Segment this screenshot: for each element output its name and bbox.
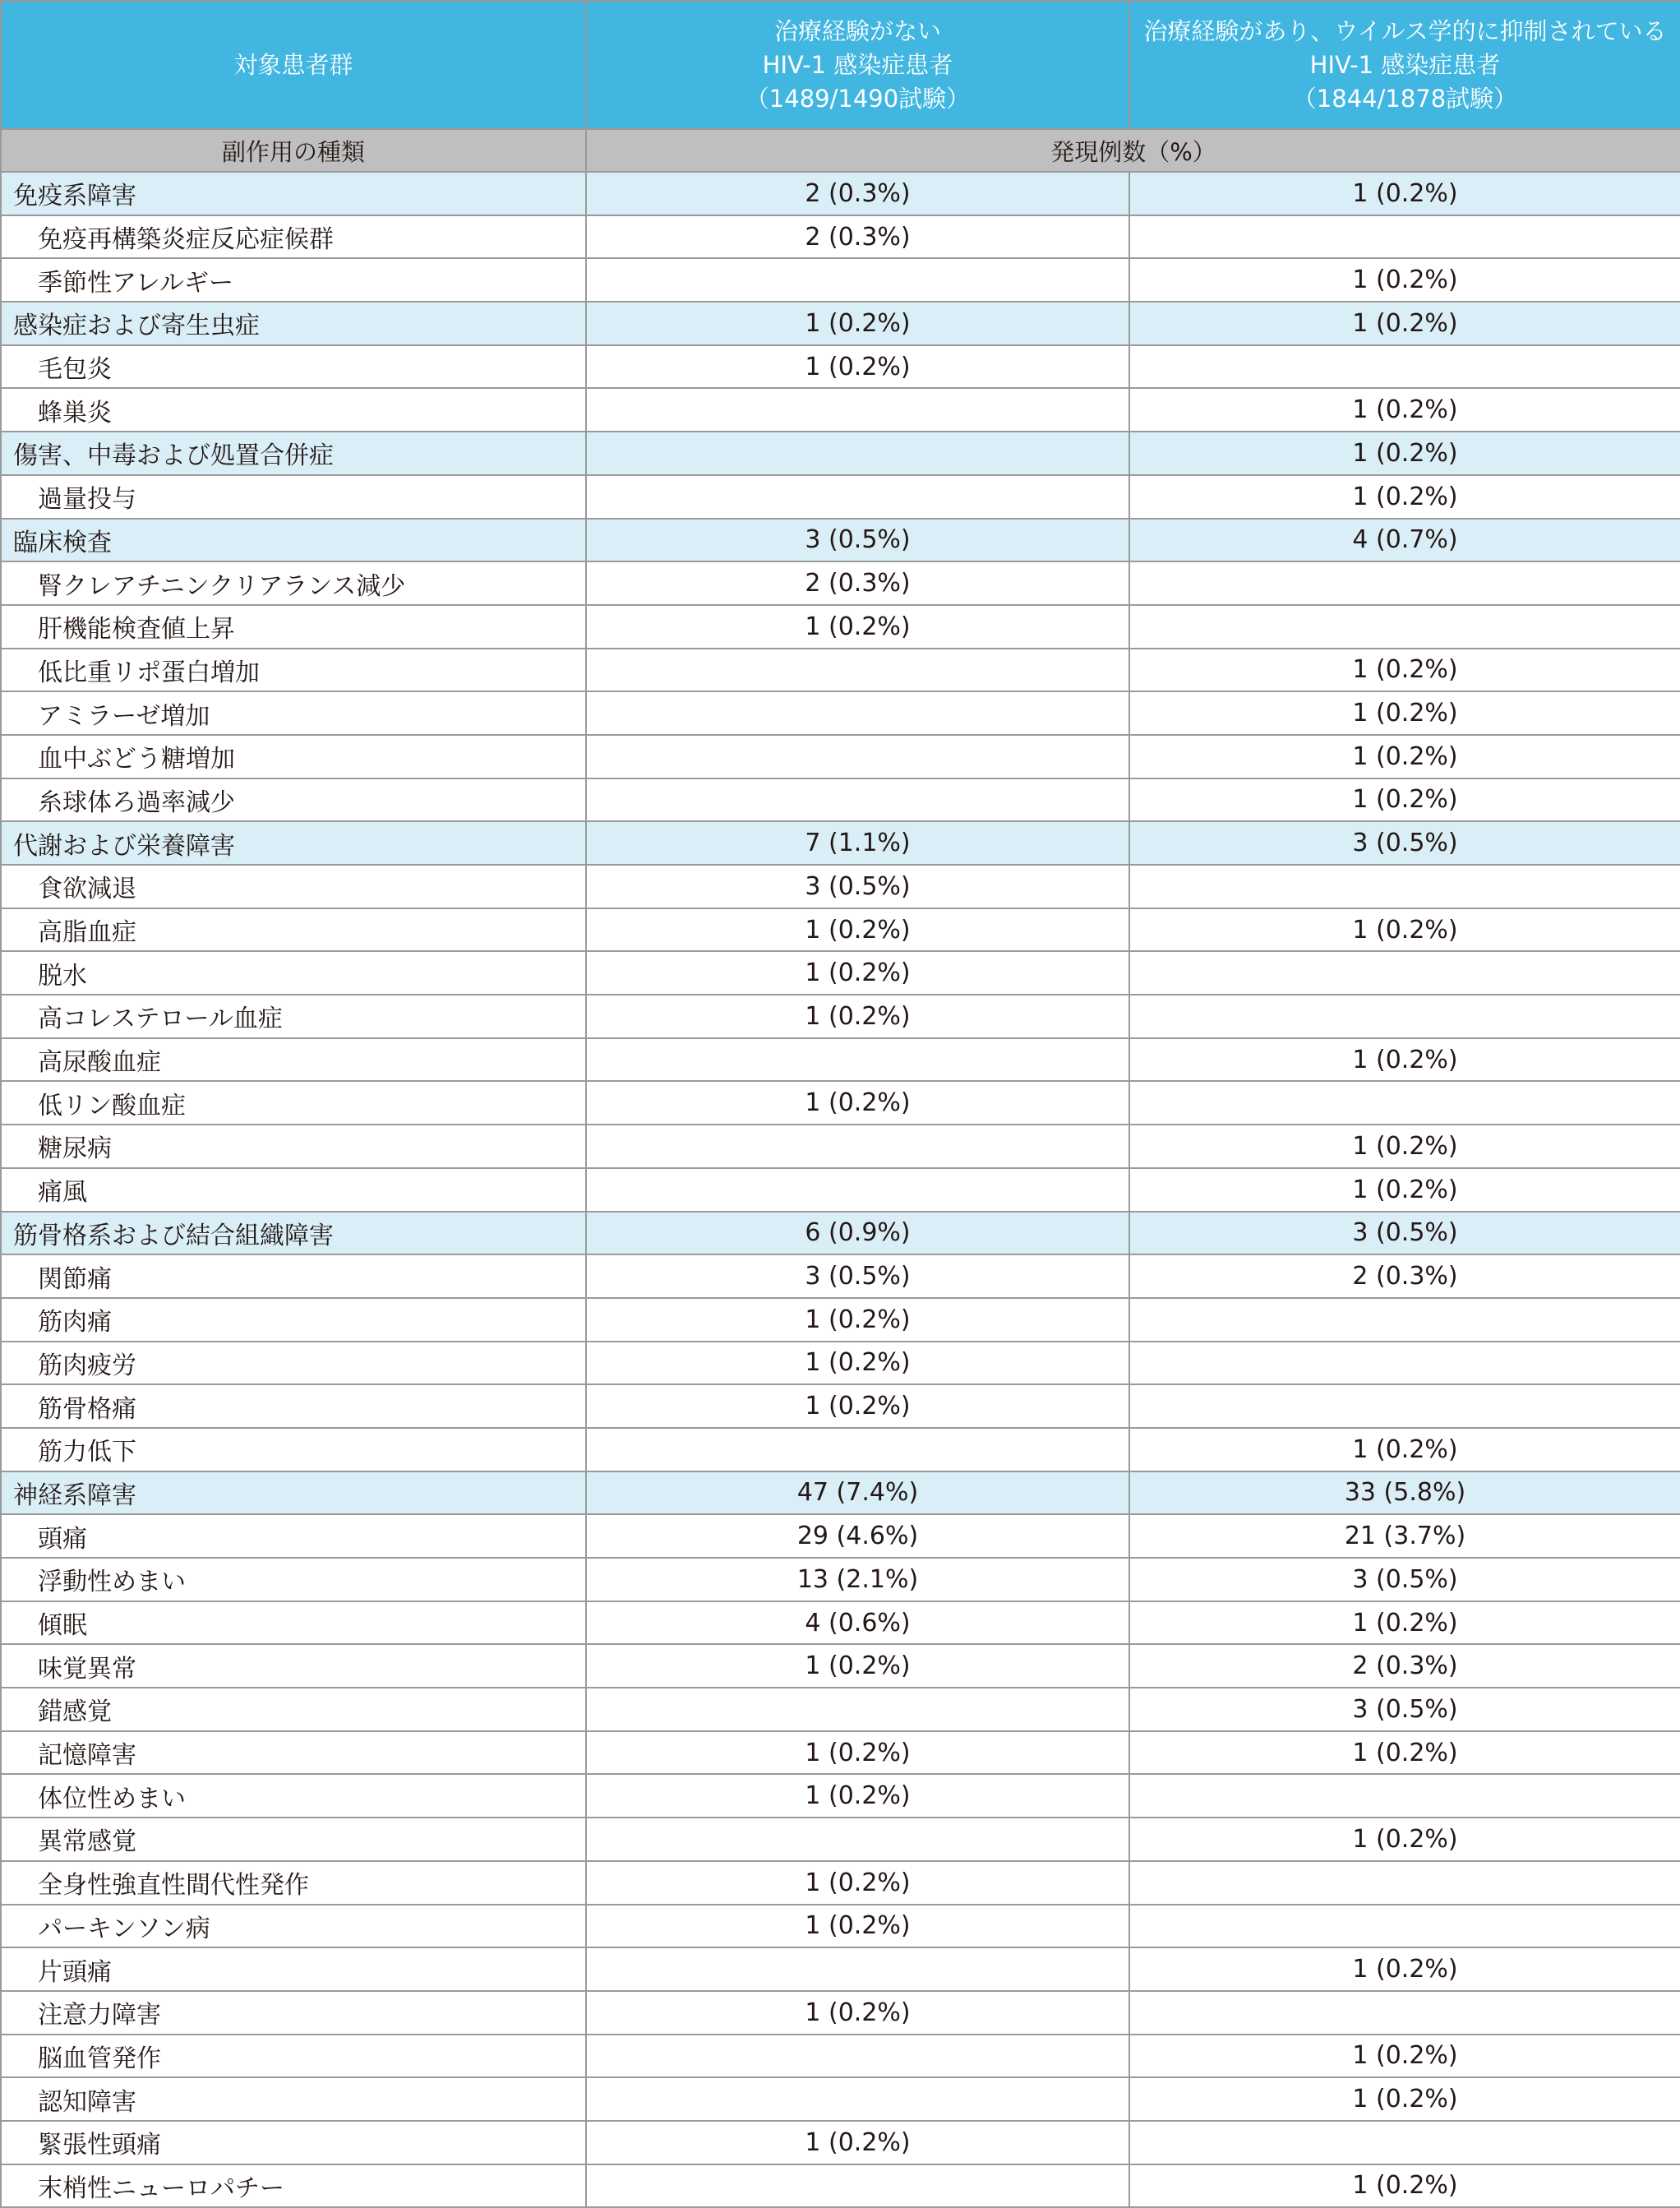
incidence-naive-cell: 1 (0.2%) [586, 995, 1129, 1038]
incidence-experienced-cell: 1 (0.2%) [1129, 172, 1680, 215]
table-row [1, 1428, 1680, 1471]
header-treatment-naive-line: 治療経験がない [773, 16, 941, 45]
table-body [1, 172, 1680, 2207]
incidence-naive-cell [586, 735, 1129, 778]
incidence-experienced-cell [1129, 865, 1680, 908]
incidence-experienced-cell: 1 (0.2%) [1129, 258, 1680, 302]
reaction-name-cell: 血中ぶどう糖増加 [1, 735, 586, 778]
incidence-naive-cell [586, 2164, 1129, 2208]
header-treatment-naive-line: HIV-1 感染症患者 [762, 50, 953, 79]
table-row [1, 1384, 1680, 1428]
table-row [1, 1991, 1680, 2035]
reaction-name-cell: 神経系障害 [1, 1471, 586, 1515]
incidence-naive-cell: 3 (0.5%) [586, 519, 1129, 562]
reaction-name-cell: 味覚異常 [1, 1644, 586, 1688]
reaction-name-cell: 腎クレアチニンクリアランス減少 [1, 561, 586, 605]
incidence-naive-cell [586, 1038, 1129, 1082]
incidence-experienced-cell: 1 (0.2%) [1129, 302, 1680, 345]
incidence-experienced-cell: 3 (0.5%) [1129, 1558, 1680, 1601]
reaction-name-cell: 頭痛 [1, 1514, 586, 1558]
category-row [1, 432, 1680, 475]
subheader-row [1, 129, 1680, 172]
table-row [1, 691, 1680, 735]
reaction-name-cell: 過量投与 [1, 475, 586, 519]
reaction-name-cell: 肝機能検査値上昇 [1, 605, 586, 649]
incidence-experienced-cell [1129, 1905, 1680, 1948]
incidence-experienced-cell [1129, 345, 1680, 389]
table-row [1, 1731, 1680, 1775]
reaction-name-cell: 末梢性ニューロパチー [1, 2164, 586, 2208]
reaction-name-cell: 臨床検査 [1, 519, 586, 562]
incidence-naive-cell: 1 (0.2%) [586, 302, 1129, 345]
reaction-name-cell: 片頭痛 [1, 1947, 586, 1991]
incidence-naive-cell [586, 2035, 1129, 2078]
table-row [1, 1038, 1680, 1082]
incidence-naive-cell: 4 (0.6%) [586, 1601, 1129, 1645]
incidence-experienced-cell [1129, 605, 1680, 649]
table-row [1, 1168, 1680, 1212]
incidence-experienced-cell: 1 (0.2%) [1129, 1125, 1680, 1168]
table-row [1, 995, 1680, 1038]
reaction-name-cell: 蜂巣炎 [1, 388, 586, 432]
incidence-naive-cell: 1 (0.2%) [586, 951, 1129, 995]
incidence-naive-cell: 1 (0.2%) [586, 1774, 1129, 1818]
incidence-naive-cell: 2 (0.3%) [586, 561, 1129, 605]
incidence-experienced-cell: 1 (0.2%) [1129, 388, 1680, 432]
incidence-naive-cell: 2 (0.3%) [586, 172, 1129, 215]
table-row [1, 1947, 1680, 1991]
reaction-name-cell: 傾眠 [1, 1601, 586, 1645]
table-row [1, 1254, 1680, 1298]
incidence-naive-cell: 2 (0.3%) [586, 215, 1129, 259]
table-row [1, 1081, 1680, 1125]
table-row [1, 1774, 1680, 1818]
category-row [1, 302, 1680, 345]
incidence-experienced-cell [1129, 215, 1680, 259]
table-row [1, 2164, 1680, 2208]
reaction-name-cell: 関節痛 [1, 1254, 586, 1298]
table-row [1, 649, 1680, 692]
incidence-naive-cell: 29 (4.6%) [586, 1514, 1129, 1558]
incidence-naive-cell [586, 258, 1129, 302]
incidence-experienced-cell: 1 (0.2%) [1129, 432, 1680, 475]
reaction-name-cell: 筋肉痛 [1, 1298, 586, 1342]
incidence-naive-cell [586, 388, 1129, 432]
reaction-name-cell: 記憶障害 [1, 1731, 586, 1775]
incidence-naive-cell: 13 (2.1%) [586, 1558, 1129, 1601]
incidence-experienced-cell [1129, 2121, 1680, 2164]
reaction-name-cell: 免疫再構築炎症反応症候群 [1, 215, 586, 259]
reaction-name-cell: 錯感覚 [1, 1688, 586, 1731]
incidence-experienced-cell: 1 (0.2%) [1129, 2035, 1680, 2078]
table-row [1, 561, 1680, 605]
reaction-name-cell: 脱水 [1, 951, 586, 995]
incidence-experienced-cell: 1 (0.2%) [1129, 2077, 1680, 2121]
header-treatment-naive [586, 1, 1129, 129]
incidence-experienced-cell: 1 (0.2%) [1129, 1168, 1680, 1212]
table-row [1, 1298, 1680, 1342]
incidence-naive-cell [586, 1125, 1129, 1168]
incidence-naive-cell: 1 (0.2%) [586, 2121, 1129, 2164]
incidence-naive-cell: 1 (0.2%) [586, 1905, 1129, 1948]
incidence-experienced-cell: 1 (0.2%) [1129, 778, 1680, 822]
reaction-name-cell: 高コレステロール血症 [1, 995, 586, 1038]
table-row [1, 865, 1680, 908]
incidence-experienced-cell: 1 (0.2%) [1129, 1731, 1680, 1775]
incidence-experienced-cell: 1 (0.2%) [1129, 2164, 1680, 2208]
incidence-experienced-cell [1129, 1081, 1680, 1125]
table-row [1, 2035, 1680, 2078]
reaction-name-cell: 傷害、中毒および処置合併症 [1, 432, 586, 475]
incidence-experienced-cell [1129, 1991, 1680, 2035]
reaction-name-cell: 浮動性めまい [1, 1558, 586, 1601]
incidence-naive-cell: 3 (0.5%) [586, 1254, 1129, 1298]
incidence-naive-cell [586, 432, 1129, 475]
incidence-experienced-cell: 4 (0.7%) [1129, 519, 1680, 562]
incidence-naive-cell: 1 (0.2%) [586, 1861, 1129, 1905]
table-row [1, 1125, 1680, 1168]
header-patient-group: 対象患者群 [1, 1, 586, 129]
incidence-naive-cell: 1 (0.2%) [586, 1081, 1129, 1125]
incidence-experienced-cell: 2 (0.3%) [1129, 1254, 1680, 1298]
table-row [1, 1905, 1680, 1948]
incidence-experienced-cell: 1 (0.2%) [1129, 691, 1680, 735]
incidence-naive-cell: 7 (1.1%) [586, 821, 1129, 865]
table-row [1, 908, 1680, 952]
incidence-experienced-cell: 3 (0.5%) [1129, 1688, 1680, 1731]
category-row [1, 1212, 1680, 1255]
reaction-name-cell: 全身性強直性間代性発作 [1, 1861, 586, 1905]
table-row [1, 2077, 1680, 2121]
incidence-experienced-cell: 1 (0.2%) [1129, 1038, 1680, 1082]
incidence-experienced-cell: 2 (0.3%) [1129, 1644, 1680, 1688]
header-treatment-experienced [1129, 1, 1680, 129]
category-row [1, 821, 1680, 865]
incidence-naive-cell [586, 778, 1129, 822]
incidence-experienced-cell [1129, 1384, 1680, 1428]
incidence-naive-cell: 1 (0.2%) [586, 1298, 1129, 1342]
table-row [1, 475, 1680, 519]
reaction-name-cell: パーキンソン病 [1, 1905, 586, 1948]
reaction-name-cell: 筋骨格系および結合組織障害 [1, 1212, 586, 1255]
table-row [1, 215, 1680, 259]
reaction-name-cell: 高尿酸血症 [1, 1038, 586, 1082]
reaction-name-cell: 感染症および寄生虫症 [1, 302, 586, 345]
incidence-naive-cell [586, 649, 1129, 692]
reaction-name-cell: 糸球体ろ過率減少 [1, 778, 586, 822]
incidence-naive-cell [586, 1818, 1129, 1861]
category-row [1, 172, 1680, 215]
table-row [1, 778, 1680, 822]
table-row [1, 388, 1680, 432]
table-row [1, 1818, 1680, 1861]
reaction-name-cell: 高脂血症 [1, 908, 586, 952]
incidence-experienced-cell [1129, 1342, 1680, 1385]
incidence-experienced-cell: 1 (0.2%) [1129, 1947, 1680, 1991]
incidence-naive-cell: 1 (0.2%) [586, 1991, 1129, 2035]
table-row [1, 2121, 1680, 2164]
reaction-name-cell: 糖尿病 [1, 1125, 586, 1168]
reaction-name-cell: 代謝および栄養障害 [1, 821, 586, 865]
incidence-experienced-cell: 1 (0.2%) [1129, 649, 1680, 692]
table-row [1, 735, 1680, 778]
table-row [1, 1514, 1680, 1558]
incidence-naive-cell: 1 (0.2%) [586, 908, 1129, 952]
incidence-naive-cell: 6 (0.9%) [586, 1212, 1129, 1255]
subheader-reaction-type: 副作用の種類 [1, 129, 586, 172]
table-row [1, 258, 1680, 302]
reaction-name-cell: 筋力低下 [1, 1428, 586, 1471]
reaction-name-cell: 認知障害 [1, 2077, 586, 2121]
table-row [1, 1688, 1680, 1731]
reaction-name-cell: 緊張性頭痛 [1, 2121, 586, 2164]
incidence-naive-cell [586, 475, 1129, 519]
reaction-name-cell: 筋肉疲労 [1, 1342, 586, 1385]
incidence-naive-cell [586, 2077, 1129, 2121]
reaction-name-cell: 低比重リポ蛋白増加 [1, 649, 586, 692]
reaction-name-cell: 痛風 [1, 1168, 586, 1212]
table-row [1, 605, 1680, 649]
reaction-name-cell: 食欲減退 [1, 865, 586, 908]
reaction-name-cell: 体位性めまい [1, 1774, 586, 1818]
reaction-name-cell: 免疫系障害 [1, 172, 586, 215]
reaction-name-cell: 脳血管発作 [1, 2035, 586, 2078]
incidence-naive-cell [586, 691, 1129, 735]
incidence-experienced-cell [1129, 561, 1680, 605]
incidence-experienced-cell [1129, 1861, 1680, 1905]
incidence-naive-cell: 1 (0.2%) [586, 1384, 1129, 1428]
incidence-naive-cell [586, 1168, 1129, 1212]
reaction-name-cell: 異常感覚 [1, 1818, 586, 1861]
reaction-name-cell: 毛包炎 [1, 345, 586, 389]
reaction-name-cell: 季節性アレルギー [1, 258, 586, 302]
incidence-experienced-cell: 1 (0.2%) [1129, 735, 1680, 778]
table-row [1, 1342, 1680, 1385]
reaction-name-cell: 注意力障害 [1, 1991, 586, 2035]
incidence-experienced-cell [1129, 1298, 1680, 1342]
incidence-experienced-cell: 1 (0.2%) [1129, 1818, 1680, 1861]
incidence-experienced-cell: 3 (0.5%) [1129, 1212, 1680, 1255]
category-row [1, 519, 1680, 562]
incidence-experienced-cell [1129, 995, 1680, 1038]
subheader-incidence: 発現例数（%） [586, 129, 1680, 172]
incidence-experienced-cell: 1 (0.2%) [1129, 1601, 1680, 1645]
reaction-name-cell: アミラーゼ増加 [1, 691, 586, 735]
header-treatment-experienced-line: （1844/1878試験） [1292, 84, 1518, 113]
incidence-naive-cell: 3 (0.5%) [586, 865, 1129, 908]
table-row [1, 951, 1680, 995]
table-row [1, 1861, 1680, 1905]
incidence-experienced-cell [1129, 951, 1680, 995]
header-treatment-naive-line: （1489/1490試験） [745, 84, 971, 113]
incidence-naive-cell [586, 1947, 1129, 1991]
incidence-naive-cell [586, 1428, 1129, 1471]
header-treatment-experienced-line: HIV-1 感染症患者 [1309, 50, 1501, 79]
incidence-naive-cell: 1 (0.2%) [586, 605, 1129, 649]
incidence-naive-cell: 1 (0.2%) [586, 345, 1129, 389]
table-row [1, 1558, 1680, 1601]
incidence-experienced-cell: 3 (0.5%) [1129, 821, 1680, 865]
header-treatment-experienced-line: 治療経験があり、ウイルス学的に抑制されている [1143, 16, 1667, 45]
incidence-experienced-cell: 21 (3.7%) [1129, 1514, 1680, 1558]
incidence-naive-cell: 1 (0.2%) [586, 1731, 1129, 1775]
incidence-experienced-cell: 1 (0.2%) [1129, 475, 1680, 519]
incidence-naive-cell: 1 (0.2%) [586, 1342, 1129, 1385]
incidence-experienced-cell [1129, 1774, 1680, 1818]
reaction-name-cell: 筋骨格痛 [1, 1384, 586, 1428]
table-row [1, 1601, 1680, 1645]
incidence-naive-cell: 1 (0.2%) [586, 1644, 1129, 1688]
incidence-experienced-cell: 1 (0.2%) [1129, 1428, 1680, 1471]
incidence-naive-cell [586, 1688, 1129, 1731]
category-row [1, 1471, 1680, 1515]
table-row [1, 1644, 1680, 1688]
table-row [1, 345, 1680, 389]
incidence-naive-cell: 47 (7.4%) [586, 1471, 1129, 1515]
reaction-name-cell: 低リン酸血症 [1, 1081, 586, 1125]
header-row [1, 1, 1680, 129]
incidence-experienced-cell: 1 (0.2%) [1129, 908, 1680, 952]
incidence-experienced-cell: 33 (5.8%) [1129, 1471, 1680, 1515]
